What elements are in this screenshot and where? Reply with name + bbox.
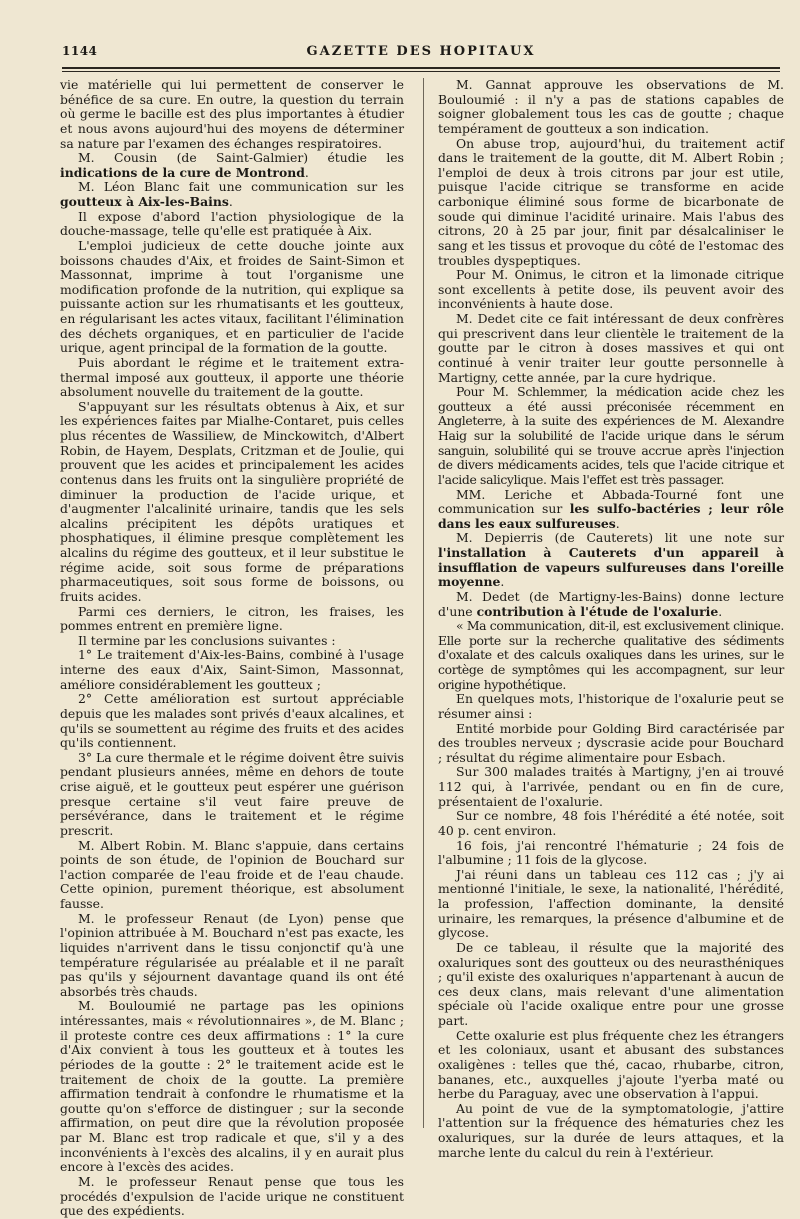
paragraph: S'appuyant sur les résultats obtenus à Aix, et sur les expériences faites par Mialhe-Contaret, puis celles plus récentes de Wassiliew, de Minckowitch, d'Albert Robin, de Hayem, Desplats, Critzman et de Joulie, qui prouvent que les acides et principalement les acides contenus dans les fruits ont la singulière propriété de diminuer la production de l'acide urique, et d'augmenter l'alcalinité urinaire, tandis que les sels alcalins précipitent les dépôts uratiques et phosphatiques, il élimine presque complètement les alcalins du régime des goutteux, et il leur substitue le régime acide, soit sous forme de préparations pharmaceutiques, soit sous forme de boissons, ou fruits acides. bbox=[60, 398, 404, 604]
paragraph: Cette oxalurie est plus fréquente chez les étrangers et les coloniaux, usant et abusant des substances oxaligènes : telles que thé, cacao, rhubarbe, citron, bananes, etc., auxquelles j'ajoute l'yerba maté ou herbe du Paraguay, avec une observation à l'appui. bbox=[438, 1027, 784, 1102]
page-header bbox=[62, 44, 780, 64]
paragraph: Sur ce nombre, 48 fois l'hérédité a été notée, soit 40 p. cent environ. bbox=[438, 808, 784, 838]
paragraph: Il termine par les conclusions suivantes : bbox=[78, 632, 336, 648]
paragraph: vie matérielle qui lui permettent de conserver le bénéfice de sa cure. En outre, la question du terrain où germe le bacille est des plus importantes à étudier et nous avons aujourd'hui des moyens de déterminer sa nature par l'examen des échanges respiratoires. bbox=[60, 77, 404, 151]
right-column bbox=[438, 78, 784, 1160]
paragraph: Parmi ces derniers, le citron, les fraises, les pommes entrent en première ligne. bbox=[60, 603, 404, 634]
left-column bbox=[60, 78, 404, 1219]
paragraph: M. Léon Blanc fait une communication sur les goutteux à Aix-les-Bains. bbox=[60, 179, 404, 209]
paragraph: M. le professeur Renaut (de Lyon) pense que l'opinion attribuée à M. Bouchard n'est pas exacte, les liquides n'arrivent dans le tissu conjonctif qu'à une température régularisée au préalable et il ne paraît pas qu'ils y séjournent davantage quand ils ont été absorbés très chauds. bbox=[60, 910, 404, 999]
paragraph: Puis abordant le régime et le traitement extra-thermal imposé aux goutteux, il apporte une théorie absolument nouvelle du traitement de la goutte. bbox=[60, 354, 404, 400]
topic-title: les sulfo-bactéries ; leur rôle dans les eaux sulfureuses bbox=[438, 501, 784, 531]
paragraph: MM. Leriche et Abbada-Tourné font une communication sur les sulfo-bactéries ; leur rôle dans les eaux sulfureuses. bbox=[438, 486, 784, 531]
column-divider bbox=[423, 78, 424, 1128]
page-number: 1144 bbox=[62, 44, 98, 58]
paragraph: En quelques mots, l'historique de l'oxalurie peut se résumer ainsi : bbox=[438, 691, 784, 721]
header-rule bbox=[62, 67, 780, 69]
paragraph: On abuse trop, aujourd'hui, du traitement actif dans le traitement de la goutte, dit M. Albert Robin ; l'emploi de deux à trois citrons par jour est utile, puisque l'acide citrique se transforme en acide carbonique éliminé sous forme de bicarbonate de soude qui diminue l'acidité urinaire. Mais l'abus des citrons, 20 à 25 par jour, finit par désalcaliniser le sang et les tissus et provoque du côté de l'estomac des troubles dyspeptiques. bbox=[438, 135, 784, 268]
topic-title: indications de la cure de Montrond bbox=[60, 164, 305, 180]
paragraph: De ce tableau, il résulte que la majorité des oxaluriques sont des goutteux ou des neurasthéniques ; qu'il existe des oxaluriques n'appartenant à aucun de ces deux clans, mais relevant d'une alimentation spéciale où l'acide oxalique entre pour une grosse part. bbox=[438, 939, 784, 1028]
paragraph: J'ai réuni dans un tableau ces 112 cas ; j'y ai mentionné l'initiale, le sexe, la nationalité, l'hérédité, la profession, l'affection dominante, la densité urinaire, les remarques, la présence d'albumine et de glycose. bbox=[438, 866, 784, 941]
paragraph: M. Depierris (de Cauterets) lit une note sur l'installation à Cauterets d'un appareil à insufflation de vapeurs sulfureuses dans l'oreille moyenne. bbox=[438, 530, 784, 590]
paragraph: M. le professeur Renaut pense que tous les procédés d'expulsion de l'acide urique ne constituent que des expédients. bbox=[60, 1173, 404, 1219]
paragraph: Au point de vue de la symptomatologie, j'attire l'attention sur la fréquence des hématuries chez les oxaluriques, sur la durée de leurs attaques, et la marche lente du calcul du rein à l'extérieur. bbox=[438, 1100, 784, 1160]
header-rule-thin bbox=[62, 71, 780, 72]
paragraph: M. Dedet cite ce fait intéressant de deux confrères qui prescrivent dans leur clientèle le traitement de la goutte par le citron à doses massives et qui ont continué à venir traiter leur goutte personnelle à Martigny, cette année, par la cure hydrique. bbox=[438, 311, 784, 385]
paragraph: Pour M. Onimus, le citron et la limonade citrique sont excellents à petite dose, ils peuvent avoir des inconvénients à haute dose. bbox=[438, 267, 784, 312]
paragraph: Entité morbide pour Golding Bird caractérisée par des troubles nerveux ; dyscrasie acide pour Bouchard ; résultat du régime alimentaire pour Esbach. bbox=[438, 720, 784, 765]
paragraph: M. Albert Robin. M. Blanc s'appuie, dans certains points de son étude, de l'opinion de Bouchard sur l'action comparée de l'eau froide et de l'eau chaude. Cette opinion, purement théorique, est absolument fausse. bbox=[60, 837, 404, 911]
paragraph: M. Gannat approuve les observations de M. Bouloumié : il n'y a pas de stations capables de soigner globalement tous les cas de goutte ; chaque tempérament de goutteux a son indication. bbox=[438, 77, 784, 136]
topic-title: contribution à l'étude de l'oxalurie bbox=[476, 603, 719, 619]
quoted-paragraph: « Ma communication, dit-il, est exclusivement clinique. Elle porte sur la recherche qualitative des sédiments d'oxalate et des calculs oxaliques dans les urines, sur le cortège de symptômes qui les accompagnent, sur leur origine hypothétique. bbox=[438, 618, 784, 692]
paragraph: M. Bouloumié ne partage pas les opinions intéressantes, mais « révolutionnaires », de M. Blanc ; il proteste contre ces deux affirmations : 1° la cure d'Aix convient à tous les goutteux et à toutes les périodes de la goutte : 2° le traitement acide est le traitement de choix de la goutte. La première affirmation tendrait à confondre le rhumatisme et la goutte qu'on s'efforce de distinguer ; sur la seconde affirmation, on peut dire que la révolution proposée par M. Blanc est trop radicale et que, s'il y a des inconvénients à l'excès des alcalins, il y en aurait plus encore à l'excès des acides. bbox=[60, 998, 404, 1175]
conclusion-item: 1° Le traitement d'Aix-les-Bains, combiné à l'usage interne des eaux d'Aix, Saint-Simon, Massonnat, améliore considérablement les goutteux ; bbox=[60, 647, 404, 692]
topic-title: l'installation à Cauterets d'un appareil à insufflation de vapeurs sulfureuses dans l'oreille moyenne bbox=[438, 545, 784, 590]
paragraph: Il expose d'abord l'action physiologique de la douche-massage, telle qu'elle est pratiquée à Aix. bbox=[60, 208, 404, 239]
paragraph: Sur 300 malades traités à Martigny, j'en ai trouvé 112 qui, à l'arrivée, pendant ou en fin de cure, présentaient de l'oxalurie. bbox=[438, 764, 784, 809]
conclusion-item: 3° La cure thermale et le régime doivent être suivis pendant plusieurs années, même en dehors de toute crise aiguë, et le goutteux peut espérer une guérison presque certaine s'il veut faire preuve de persévérance, dans le traitement et le régime prescrit. bbox=[60, 749, 404, 838]
journal-title: GAZETTE DES HOPITAUX bbox=[306, 44, 536, 59]
paragraph: M. Dedet (de Martigny-les-Bains) donne lecture d'une contribution à l'étude de l'oxalurie. bbox=[438, 588, 784, 619]
topic-title: goutteux à Aix-les-Bains bbox=[60, 194, 229, 209]
paragraph: L'emploi judicieux de cette douche jointe aux boissons chaudes d'Aix, et froides de Saint-Simon et Massonnat, imprime à tout l'organisme une modification profonde de la nutrition, qui explique sa puissante action sur les rhumatisants et les goutteux, en régularisant les actes vitaux, facilitant l'élimination des déchets organiques, et en particulier de l'acide urique, agent principal de la formation de la goutte. bbox=[60, 237, 404, 356]
paragraph: Pour M. Schlemmer, la médication acide chez les goutteux a été aussi préconisée récemment en Angleterre, à la suite des expériences de M. Alexandre Haig sur la solubilité de l'acide urique dans le sérum sanguin, solubilité qui se trouve accrue après l'injection de divers médicaments acides, tels que l'acide citrique et l'acide salicylique. Mais l'effet est très passager. bbox=[438, 384, 784, 487]
paragraph: M. Cousin (de Saint-Galmier) étudie les indications de la cure de Montrond. bbox=[60, 150, 404, 180]
conclusion-item: 2° Cette amélioration est surtout appréciable depuis que les malades sont privés d'eaux alcalines, et qu'ils se soumettent au régime des fruits et des acides qu'ils contiennent. bbox=[60, 691, 404, 751]
paragraph: 16 fois, j'ai rencontré l'hématurie ; 24 fois de l'albumine ; 11 fois de la glycose. bbox=[438, 837, 784, 868]
